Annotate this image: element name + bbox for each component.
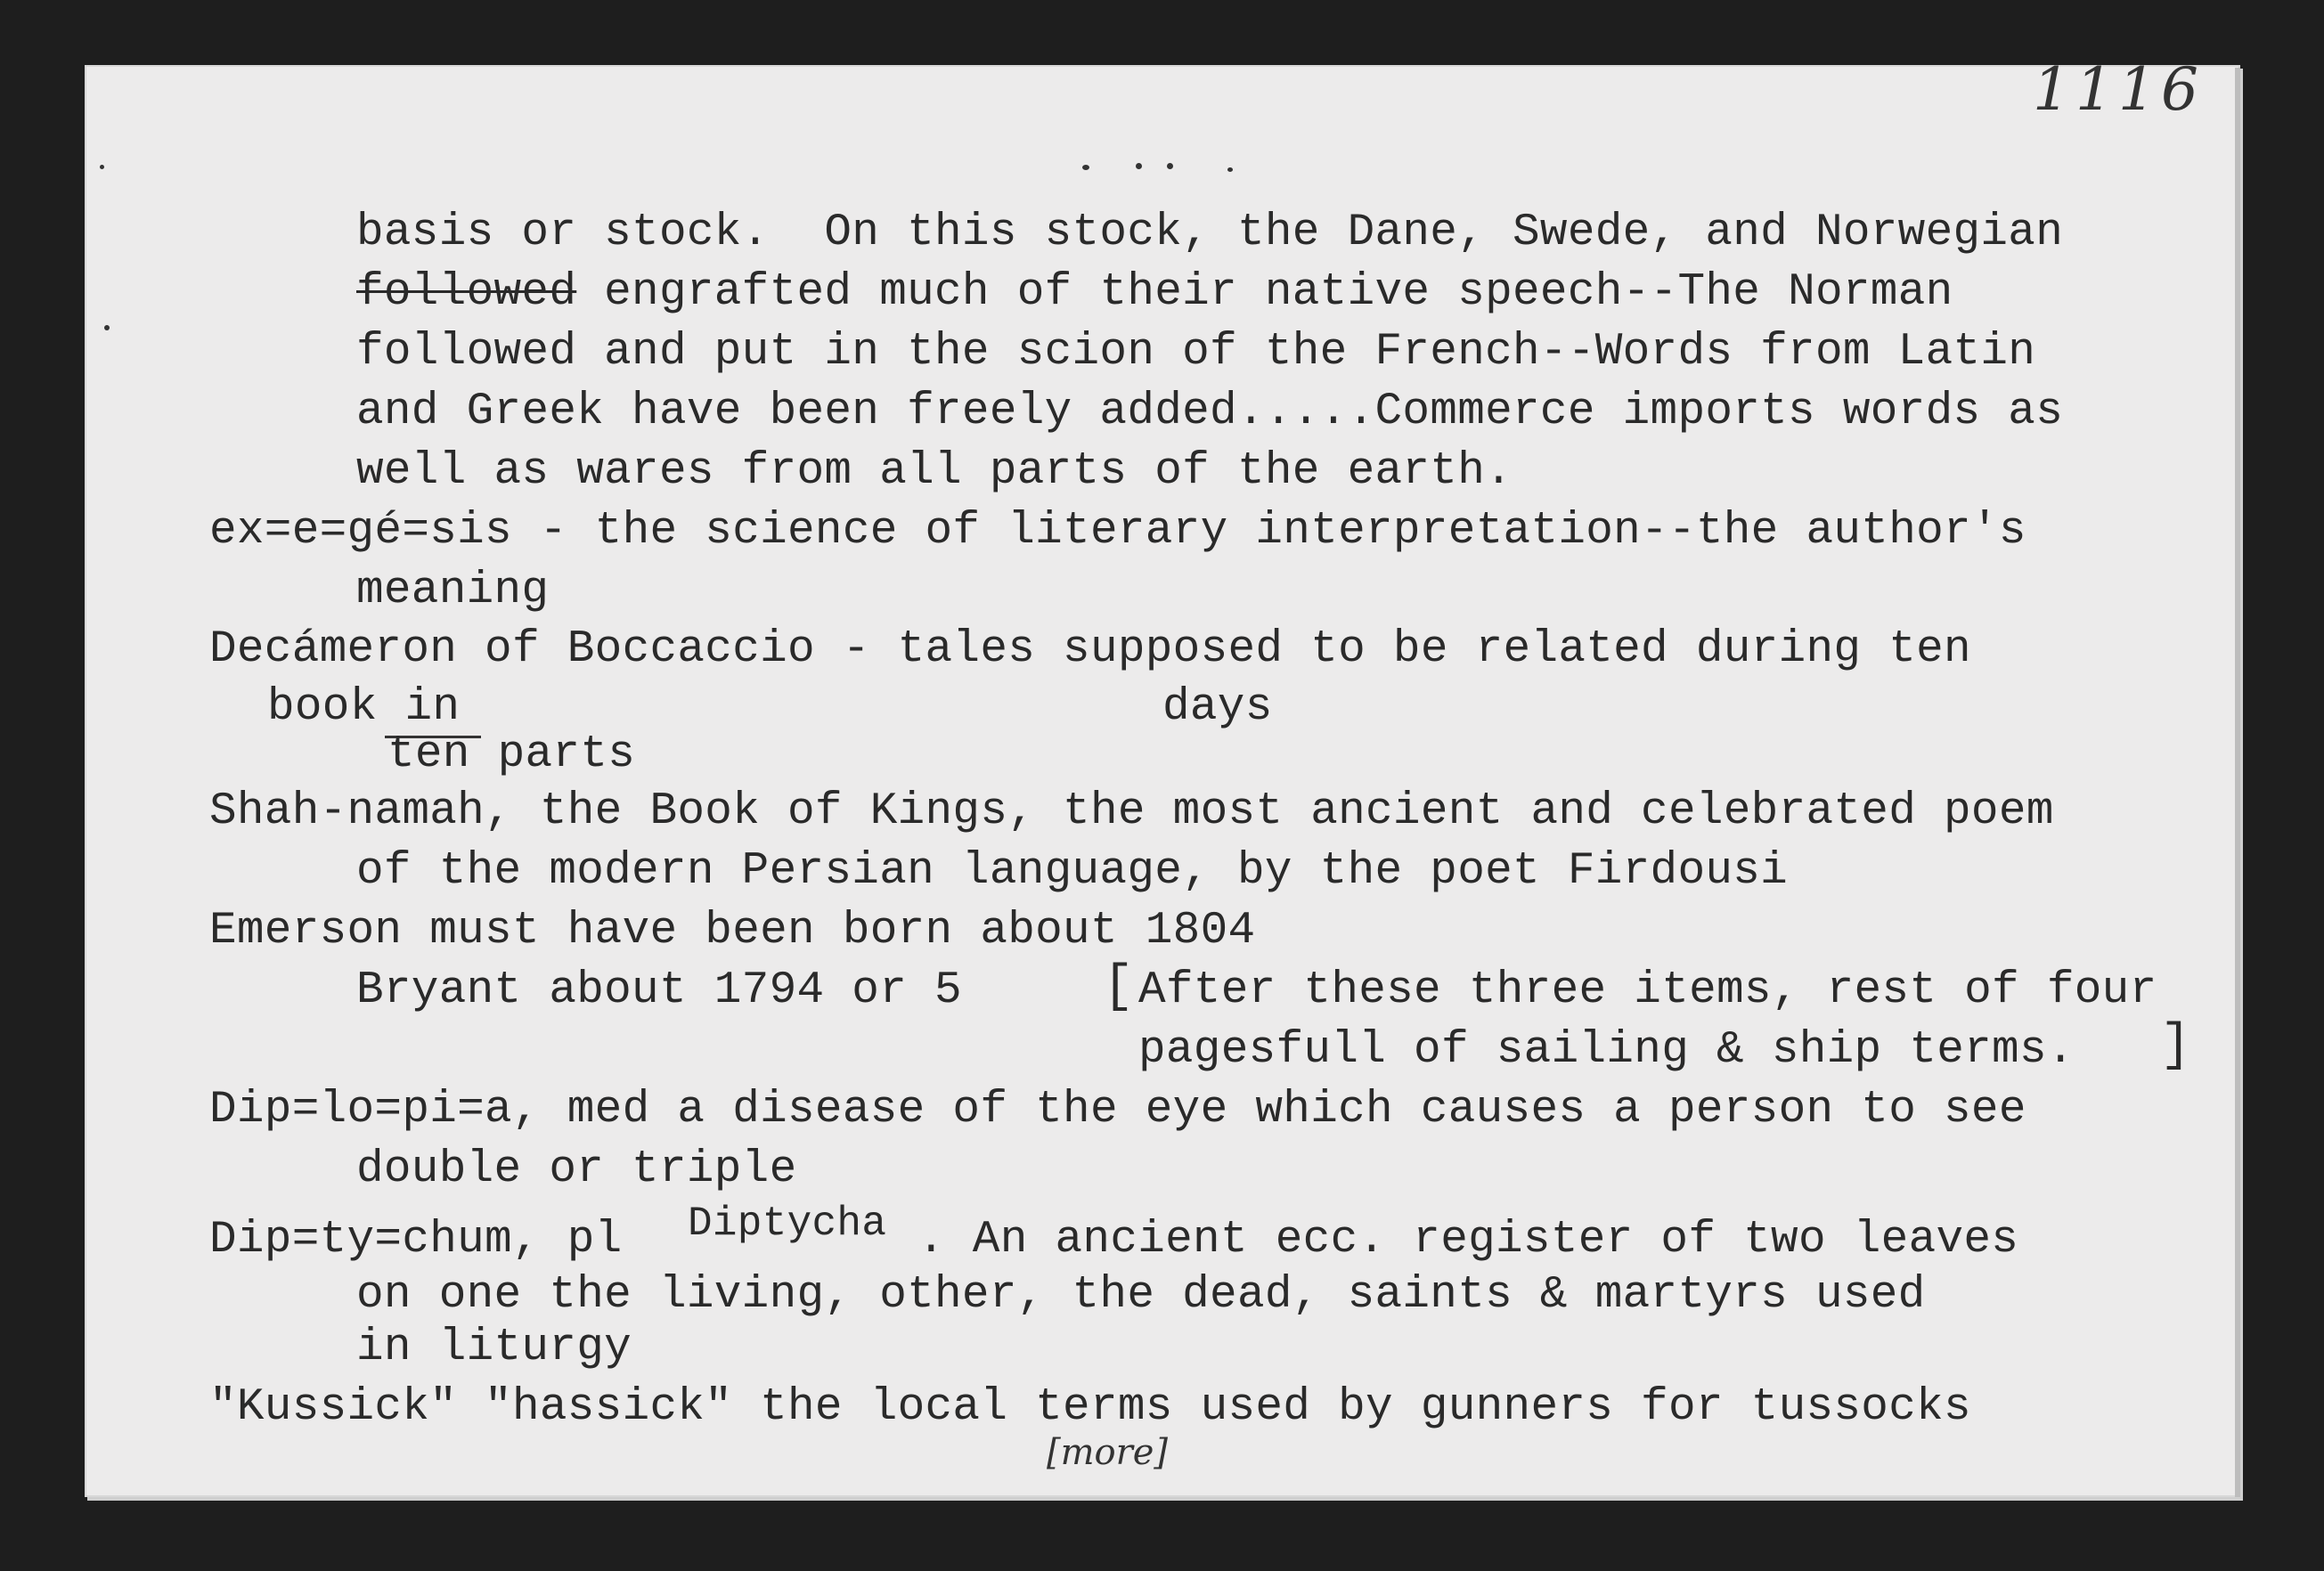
text-line: double or triple bbox=[356, 1144, 797, 1195]
card-edge bbox=[2235, 68, 2240, 1497]
ink-speck bbox=[1136, 163, 1142, 169]
text-line: well as wares from all parts of the earth. bbox=[356, 446, 1513, 497]
text-line: Decámeron of Boccaccio - tales supposed to be related during ten bbox=[209, 624, 1971, 675]
text-fragment: engrafted much of their native speech--The Norman bbox=[576, 267, 1953, 318]
text-line: . An ancient ecc. register of two leaves bbox=[917, 1215, 2019, 1266]
text-line: days bbox=[1162, 682, 1273, 733]
ink-speck bbox=[100, 165, 104, 169]
text-line: ex=e=gé=sis - the science of literary interpretation--the author's bbox=[209, 506, 2026, 557]
text-line bbox=[387, 729, 635, 782]
page-number: 1116 bbox=[2033, 55, 2204, 124]
ink-speck bbox=[1167, 163, 1173, 169]
text-line: book in bbox=[267, 682, 461, 733]
text-line: Emerson must have been born about 1804 bbox=[209, 906, 1256, 956]
text-fragment: ten bbox=[387, 729, 470, 780]
text-line: Dip=lo=pi=a, med a disease of the eye which causes a person to see bbox=[209, 1085, 2026, 1136]
text-line: meaning bbox=[356, 566, 550, 616]
handwritten-note: [more] bbox=[1047, 1432, 1169, 1473]
text-line: Diptycha bbox=[688, 1201, 887, 1247]
text-line bbox=[209, 1214, 623, 1267]
text-line: Shah-namah, the Book of Kings, the most ancient and celebrated poem bbox=[209, 786, 2054, 837]
text-line: "Kussick" "hassick" the local terms used by gunners for tussocks bbox=[209, 1382, 1971, 1433]
text-line: pagesfull of sailing & ship terms. bbox=[1138, 1025, 2075, 1076]
text-line bbox=[356, 266, 1953, 320]
text-line: in liturgy bbox=[356, 1323, 632, 1373]
text-fragment: parts bbox=[469, 729, 636, 780]
text-line: After these three items, rest of four bbox=[1138, 965, 2157, 1016]
ink-speck bbox=[1227, 167, 1233, 172]
struck-word: followed bbox=[356, 267, 577, 318]
text-fragment: Dip=ty=chum, pl bbox=[209, 1215, 623, 1266]
text-line: on one the living, other, the dead, saints & martyrs used bbox=[356, 1270, 1926, 1321]
handwritten-bracket: ] bbox=[2160, 1017, 2191, 1075]
handwritten-bracket: [ bbox=[1103, 958, 1134, 1016]
text-line: basis or stock. On this stock, the Dane, Swede, and Norwegian bbox=[356, 208, 2064, 258]
text-line: followed and put in the scion of the French--Words from Latin bbox=[356, 327, 2036, 378]
text-line: and Greek have been freely added.....Commerce imports words as bbox=[356, 387, 2064, 437]
ink-speck bbox=[104, 325, 110, 330]
text-line: Bryant about 1794 or 5 bbox=[356, 965, 962, 1016]
text-line: of the modern Persian language, by the poet Firdousi bbox=[356, 846, 1789, 897]
ink-speck bbox=[1082, 165, 1089, 170]
